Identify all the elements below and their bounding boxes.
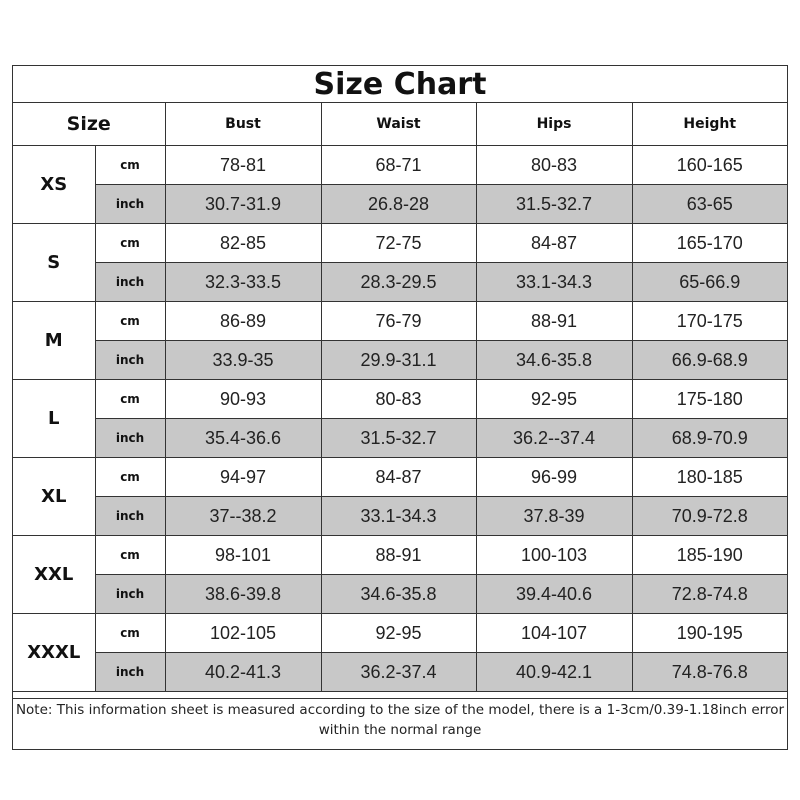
unit-cm: cm	[95, 458, 165, 497]
waist-inch-value: 29.9-31.1	[321, 341, 476, 380]
height-inch-value: 74.8-76.8	[632, 653, 787, 692]
height-inch-value: 65-66.9	[632, 263, 787, 302]
hips-cm-value: 96-99	[476, 458, 632, 497]
height-inch-value: 70.9-72.8	[632, 497, 787, 536]
size-chart	[12, 65, 788, 750]
table-row-cm	[13, 614, 787, 653]
waist-cm-value: 84-87	[321, 458, 476, 497]
hips-inch-value: 31.5-32.7	[476, 185, 632, 224]
measurement-note: Note: This information sheet is measured according to the size of the model, there is a 1-3cm/0.39-1.18inch error within the normal range	[13, 698, 787, 749]
hips-cm-value: 100-103	[476, 536, 632, 575]
bust-cm-value: 94-97	[165, 458, 321, 497]
bust-inch-value: 38.6-39.8	[165, 575, 321, 614]
height-cm-value: 160-165	[632, 146, 787, 185]
unit-inch: inch	[95, 575, 165, 614]
header-waist: Waist	[321, 103, 476, 146]
hips-inch-value: 39.4-40.6	[476, 575, 632, 614]
bust-inch-value: 37--38.2	[165, 497, 321, 536]
hips-cm-value: 80-83	[476, 146, 632, 185]
size-label: XXL	[13, 536, 95, 614]
unit-inch: inch	[95, 341, 165, 380]
table-row-inch	[13, 341, 787, 380]
waist-cm-value: 80-83	[321, 380, 476, 419]
table-row-cm	[13, 458, 787, 497]
height-cm-value: 185-190	[632, 536, 787, 575]
unit-cm: cm	[95, 380, 165, 419]
size-label: XL	[13, 458, 95, 536]
table-row-cm	[13, 302, 787, 341]
waist-inch-value: 31.5-32.7	[321, 419, 476, 458]
hips-inch-value: 33.1-34.3	[476, 263, 632, 302]
bust-inch-value: 35.4-36.6	[165, 419, 321, 458]
waist-cm-value: 68-71	[321, 146, 476, 185]
hips-inch-value: 34.6-35.8	[476, 341, 632, 380]
header-hips: Hips	[476, 103, 632, 146]
table-row-cm	[13, 224, 787, 263]
size-label: M	[13, 302, 95, 380]
unit-cm: cm	[95, 614, 165, 653]
height-inch-value: 72.8-74.8	[632, 575, 787, 614]
height-cm-value: 175-180	[632, 380, 787, 419]
bust-cm-value: 102-105	[165, 614, 321, 653]
waist-inch-value: 33.1-34.3	[321, 497, 476, 536]
hips-cm-value: 84-87	[476, 224, 632, 263]
waist-cm-value: 72-75	[321, 224, 476, 263]
unit-cm: cm	[95, 224, 165, 263]
table-row-cm	[13, 536, 787, 575]
header-bust: Bust	[165, 103, 321, 146]
unit-inch: inch	[95, 419, 165, 458]
unit-inch: inch	[95, 497, 165, 536]
table-row-inch	[13, 419, 787, 458]
bust-inch-value: 33.9-35	[165, 341, 321, 380]
table-row-inch	[13, 497, 787, 536]
bust-cm-value: 90-93	[165, 380, 321, 419]
height-cm-value: 180-185	[632, 458, 787, 497]
header-row	[13, 103, 787, 146]
height-cm-value: 190-195	[632, 614, 787, 653]
waist-inch-value: 36.2-37.4	[321, 653, 476, 692]
header-height: Height	[632, 103, 787, 146]
height-cm-value: 165-170	[632, 224, 787, 263]
hips-inch-value: 37.8-39	[476, 497, 632, 536]
hips-cm-value: 92-95	[476, 380, 632, 419]
table-row-inch	[13, 263, 787, 302]
chart-title: Size Chart	[13, 66, 787, 103]
size-label: S	[13, 224, 95, 302]
waist-inch-value: 26.8-28	[321, 185, 476, 224]
table-row-cm	[13, 380, 787, 419]
waist-inch-value: 28.3-29.5	[321, 263, 476, 302]
bust-cm-value: 98-101	[165, 536, 321, 575]
size-label: L	[13, 380, 95, 458]
unit-inch: inch	[95, 185, 165, 224]
size-label: XXXL	[13, 614, 95, 692]
height-inch-value: 63-65	[632, 185, 787, 224]
height-inch-value: 66.9-68.9	[632, 341, 787, 380]
unit-inch: inch	[95, 653, 165, 692]
table-row-inch	[13, 185, 787, 224]
hips-inch-value: 36.2--37.4	[476, 419, 632, 458]
waist-cm-value: 92-95	[321, 614, 476, 653]
size-label: XS	[13, 146, 95, 224]
height-inch-value: 68.9-70.9	[632, 419, 787, 458]
table-body	[13, 146, 787, 692]
height-cm-value: 170-175	[632, 302, 787, 341]
waist-cm-value: 88-91	[321, 536, 476, 575]
size-table	[13, 103, 787, 692]
bust-inch-value: 32.3-33.5	[165, 263, 321, 302]
hips-cm-value: 104-107	[476, 614, 632, 653]
bust-cm-value: 78-81	[165, 146, 321, 185]
waist-inch-value: 34.6-35.8	[321, 575, 476, 614]
bust-cm-value: 86-89	[165, 302, 321, 341]
table-row-inch	[13, 575, 787, 614]
waist-cm-value: 76-79	[321, 302, 476, 341]
bust-inch-value: 30.7-31.9	[165, 185, 321, 224]
table-row-cm	[13, 146, 787, 185]
unit-inch: inch	[95, 263, 165, 302]
table-row-inch	[13, 653, 787, 692]
unit-cm: cm	[95, 146, 165, 185]
hips-inch-value: 40.9-42.1	[476, 653, 632, 692]
bust-cm-value: 82-85	[165, 224, 321, 263]
unit-cm: cm	[95, 536, 165, 575]
hips-cm-value: 88-91	[476, 302, 632, 341]
bust-inch-value: 40.2-41.3	[165, 653, 321, 692]
header-size: Size	[13, 103, 165, 146]
unit-cm: cm	[95, 302, 165, 341]
